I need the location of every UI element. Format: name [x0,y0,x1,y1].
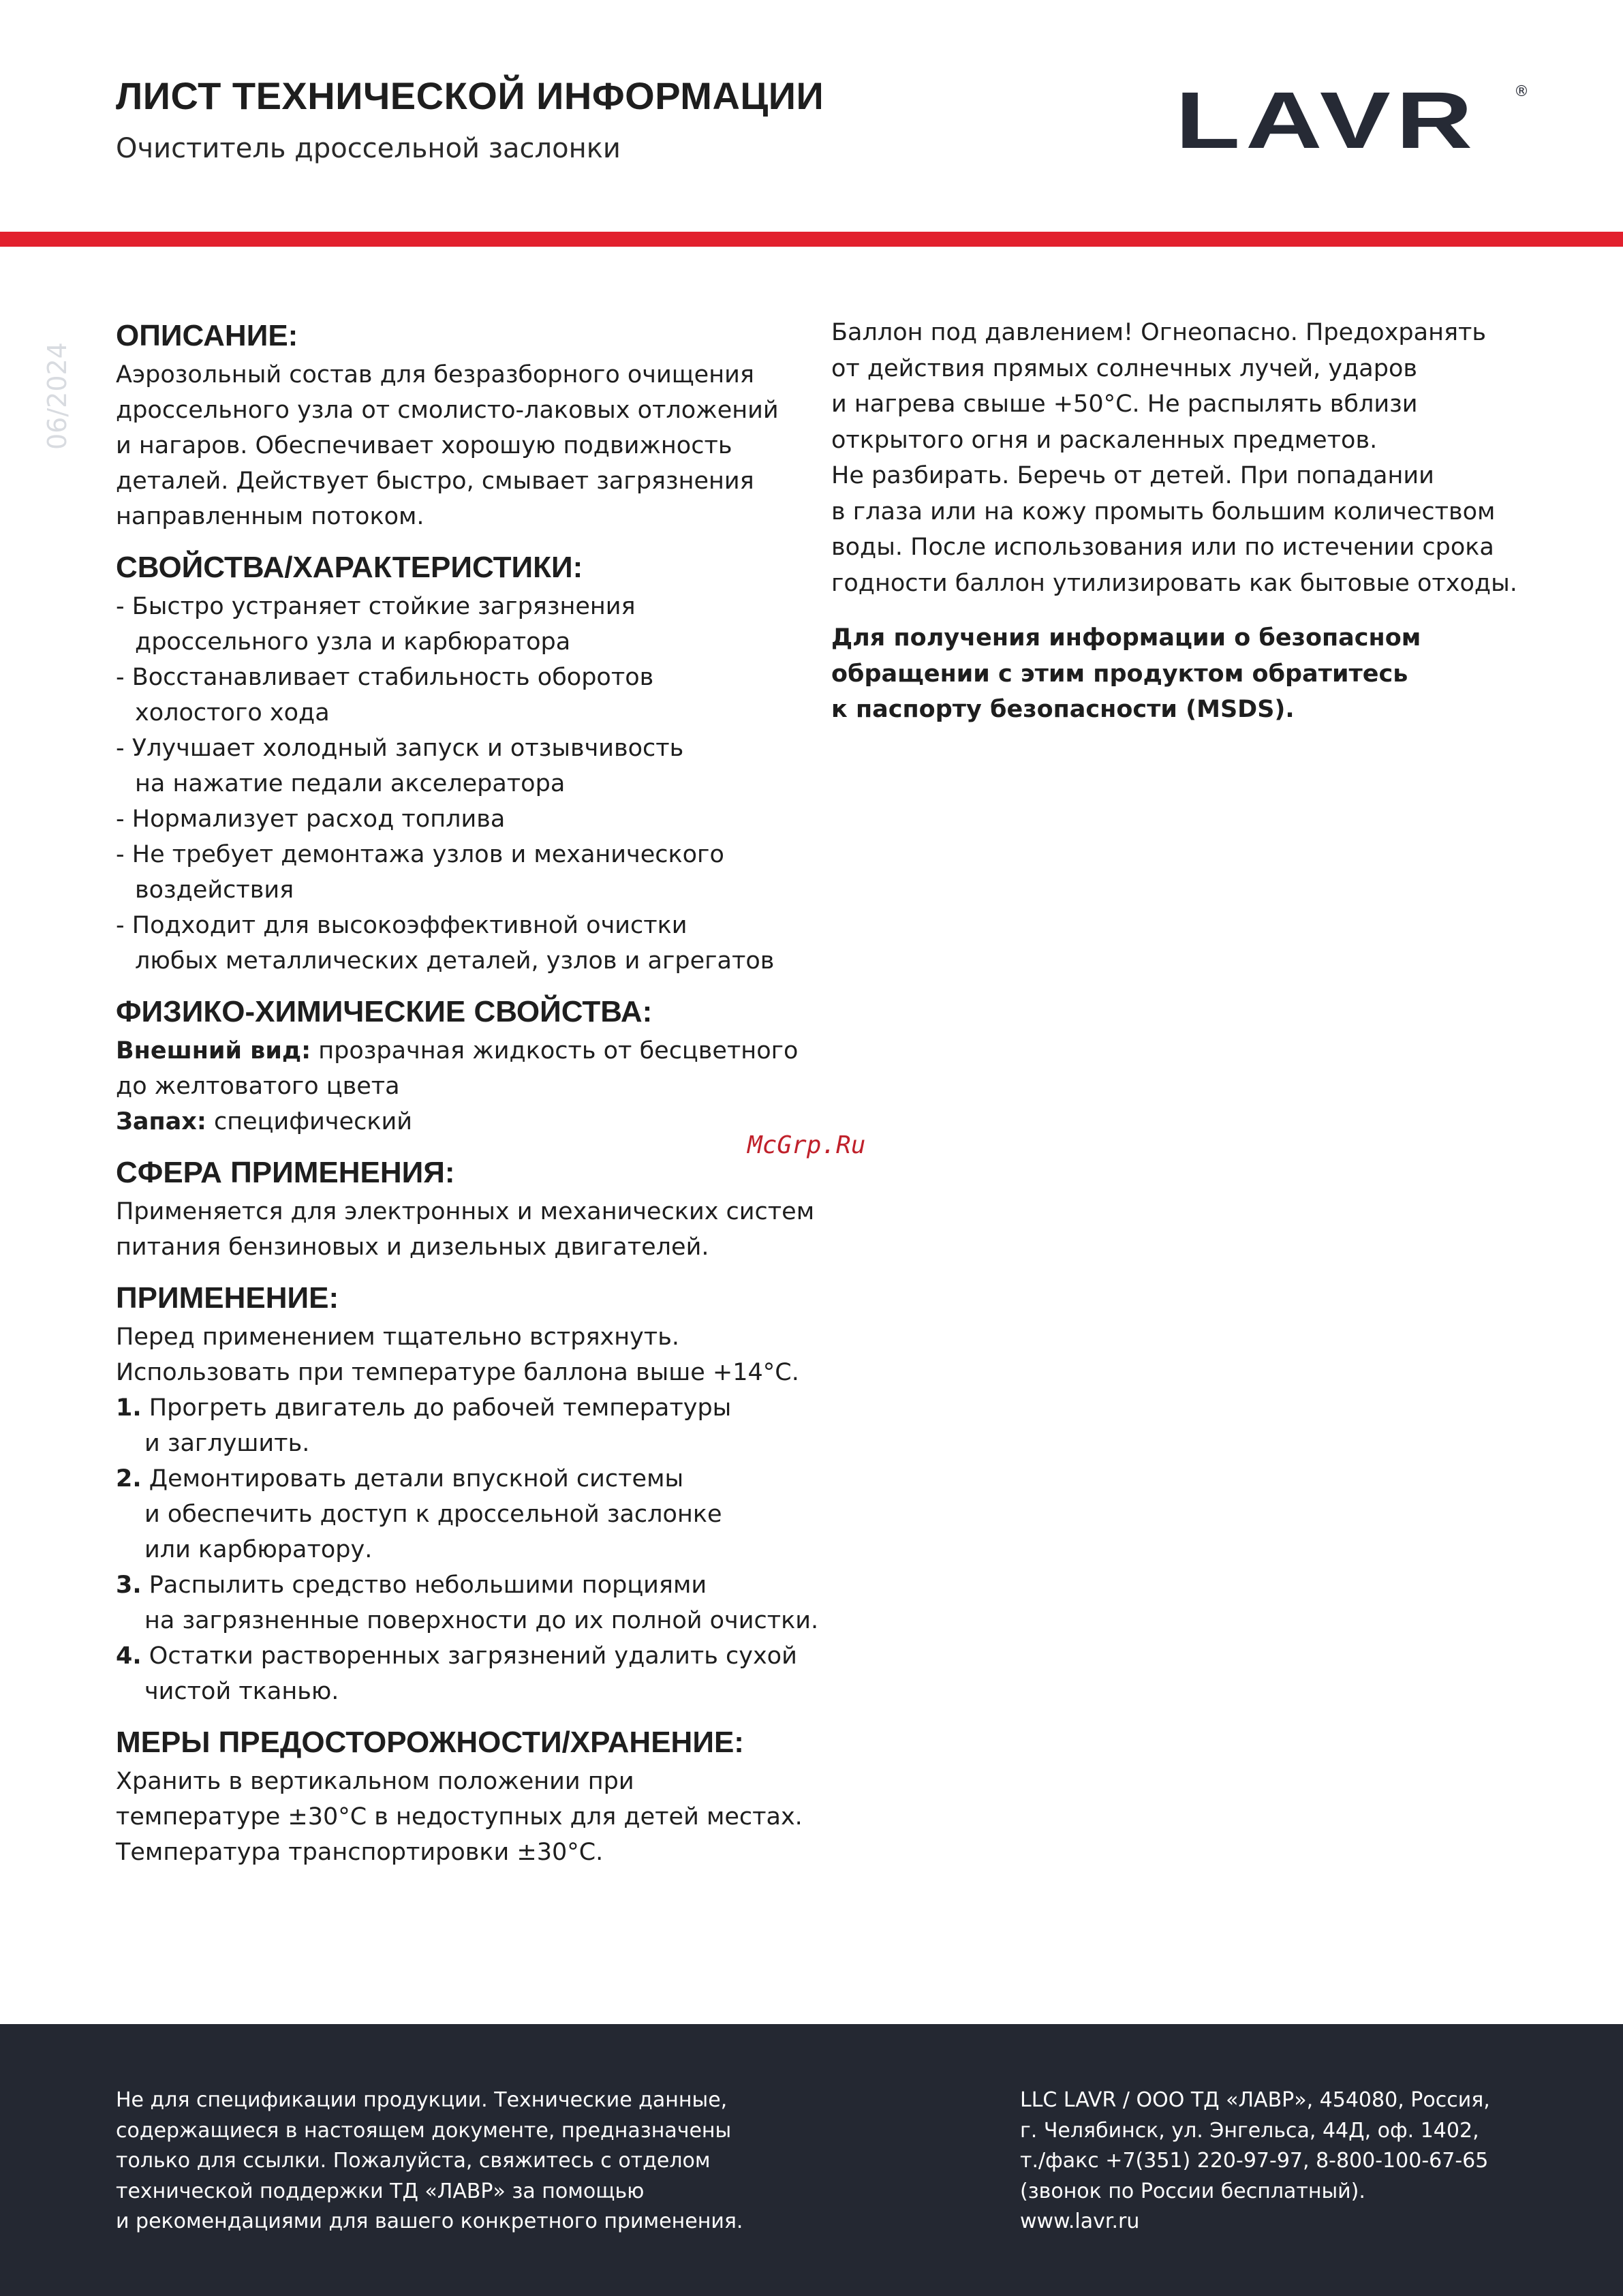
appearance-label: Внешний вид: [116,1037,311,1065]
step-text: Прогреть двигатель до рабочей температуры и заглушить. [144,1394,732,1457]
product-subtitle: Очиститель дроссельной заслонки [116,133,621,164]
document-title: ЛИСТ ТЕХНИЧЕСКОЙ ИНФОРМАЦИИ [116,74,824,117]
properties-list [116,589,824,979]
usage-title: ПРИМЕНЕНИЕ: [116,1281,339,1315]
footer-contacts: LLC LAVR / ООО ТД «ЛАВР», 454080, Россия, г. Челябинск, ул. Энгельса, 44Д, оф. 1402, т./факс +7(351) 220-97-97, 8-800-100-67-65 (звонок по России бесплатный). www.lavr.ru [1020,2088,1490,2233]
left-column [116,315,824,1870]
step-text: Остатки растворенных загрязнений удалить сухой чистой тканью. [144,1642,797,1705]
list-item: - Быстро устраняет стойкие загрязнения дроссельного узла и карбюратора [116,593,636,656]
list-item: - Не требует демонтажа узлов и механического воздействия [116,841,724,904]
smell-value: специфический [206,1108,412,1135]
precautions-title: МЕРЫ ПРЕДОСТОРОЖНОСТИ/ХРАНЕНИЕ: [116,1726,744,1759]
usage-intro: Перед применением тщательно встряхнуть. Использовать при температуре баллона выше +14°С. [116,1323,799,1386]
registered-mark: ® [1514,83,1529,100]
msds-note: Для получения информации о безопасном обращении с этим продуктом обратитесь к паспорту безопасности (MSDS). [831,624,1421,723]
lavr-logo: LAVR [1175,76,1479,166]
step-text: Распылить средство небольшими порциями на загрязненные поверхности до их полной очистки. [144,1572,819,1634]
list-item: - Улучшает холодный запуск и отзывчивость на нажатие педали акселератора [116,735,684,797]
scope-text: Применяется для электронных и механических систем питания бензиновых и дизельных двигателей. [116,1198,815,1261]
step-number: 3. [116,1572,142,1599]
usage-steps [116,1390,824,1709]
right-column [831,315,1547,728]
footer-disclaimer: Не для спецификации продукции. Технические данные, содержащиеся в настоящем документе, предназначены только для ссылки. Пожалуйста, свяжитесь с отделом технической поддержки ТД «ЛАВР» за помощью и рекомендациями для вашего конкретного применения. [116,2088,743,2233]
list-item: - Нормализует расход топлива [116,806,506,833]
description-title: ОПИСАНИЕ: [116,319,298,352]
watermark: McGrp.Ru [747,1131,866,1159]
step-item [116,1567,824,1638]
physchem-title: ФИЗИКО-ХИМИЧЕСКИЕ СВОЙСТВА: [116,995,653,1028]
step-item [116,1390,824,1461]
list-item: - Подходит для высокоэффективной очистки любых металлических деталей, узлов и агрегатов [116,912,775,975]
properties-title: СВОЙСТВА/ХАРАКТЕРИСТИКИ: [116,551,583,584]
date-mark: 06/2024 [42,342,72,450]
step-number: 2. [116,1465,142,1493]
scope-title: СФЕРА ПРИМЕНЕНИЯ: [116,1156,455,1189]
physchem-smell [116,1104,824,1139]
smell-label: Запах: [116,1108,206,1135]
step-item [116,1461,824,1567]
description-text: Аэрозольный состав для безразборного очищения дроссельного узла от смолисто-лаковых отложений и нагаров. Обеспечивает хорошую подвижность деталей. Действует быстро, смывает загрязнения направленным потоком. [116,361,779,530]
step-item [116,1638,824,1709]
safety-warning: Баллон под давлением! Огнеопасно. Предохранять от действия прямых солнечных лучей, ударов и нагрева свыше +50°С. Не распылять вблизи открытого огня и раскаленных предметов. Не разбирать. Беречь от детей. При попадании в глаза или на кожу промыть большим количеством воды. После использования или по истечении срока годности баллон утилизировать как бытовые отходы. [831,319,1517,597]
precautions-text: Хранить в вертикальном положении при температуре ±30°С в недоступных для детей местах. Температура транспортировки ±30°С. [116,1768,803,1866]
step-number: 1. [116,1394,142,1422]
physchem-appearance [116,1033,824,1104]
list-item: - Восстанавливает стабильность оборотов холостого хода [116,664,654,726]
header-red-stripe [0,232,1623,247]
step-number: 4. [116,1642,142,1670]
step-text: Демонтировать детали впускной системы и обеспечить доступ к дроссельной заслонке или карбюратору. [144,1465,722,1563]
appearance-value: прозрачная жидкость от бесцветного до желтоватого цвета [116,1037,799,1100]
